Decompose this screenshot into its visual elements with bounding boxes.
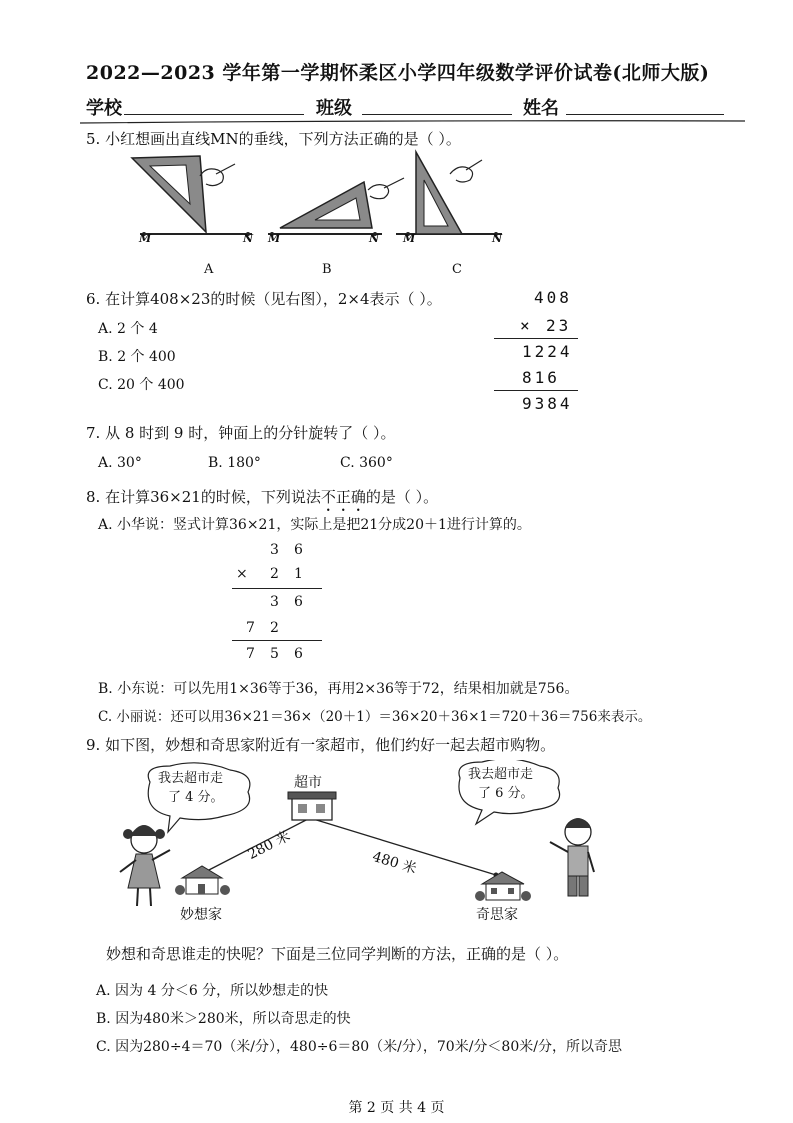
- header-divider: [80, 118, 745, 126]
- q6-calc-top: 408: [534, 288, 572, 307]
- q8-calc-times: ×: [236, 566, 248, 582]
- q9-option-c[interactable]: C. 因为280÷4＝70（米/分），480÷6＝80（米/分），70米/分＜80米/分，所以奇思: [96, 1039, 622, 1055]
- q5-c-point-n: N: [492, 232, 503, 245]
- q6-option-c[interactable]: C. 20 个 400: [98, 377, 185, 393]
- school-field[interactable]: [124, 114, 304, 115]
- q6-option-a[interactable]: A. 2 个 4: [98, 321, 158, 337]
- hand-icon: [450, 167, 473, 182]
- distance-left-label: 280 米: [245, 828, 293, 863]
- q5-label-a: A: [204, 262, 214, 277]
- q9-text: 9. 如下图，妙想和奇思家附近有一家超市，他们约好一起去超市购物。: [86, 736, 556, 754]
- q5-text: 5. 小红想画出直线MN的垂线，下列方法正确的是（ ）。: [86, 130, 461, 148]
- girl-icon: [120, 825, 170, 906]
- q5-label-b: B: [322, 262, 332, 277]
- q8-calc-r2-d2: 1: [294, 566, 303, 582]
- q5-figures: [120, 148, 520, 253]
- exam-title: 2022—2023 学年第一学期怀柔区小学四年级数学评价试卷(北师大版): [86, 62, 710, 84]
- q8-calc-r1-d1: 3: [270, 542, 279, 558]
- q5-figure-c: [396, 152, 502, 236]
- page-number: 第 2 页 共 4 页: [348, 1100, 445, 1116]
- q7-text: 7. 从 8 时到 9 时，钟面上的分针旋转了（ ）。: [86, 424, 396, 442]
- q5-c-point-m: M: [403, 232, 416, 245]
- q8-option-b[interactable]: B. 小东说：可以先用1×36等于36，再用2×36等于72，结果相加就是756。: [98, 681, 579, 697]
- q6-calc-rule-1: [494, 338, 578, 339]
- bubble-left-line-1: 我去超市走: [158, 771, 224, 786]
- bubble-left-line-2: 了 4 分。: [168, 790, 224, 805]
- q8-calc-r5-d1: 7: [246, 646, 255, 662]
- q7-option-b[interactable]: B. 180°: [208, 455, 261, 471]
- q6-calc-multiplier: 23: [546, 316, 572, 335]
- bubble-right-line-2: 了 6 分。: [478, 786, 534, 801]
- q5-label-c: C: [452, 262, 462, 277]
- supermarket-label: 超市: [294, 775, 322, 791]
- house-right-icon: [475, 872, 531, 901]
- q9-question: 妙想和奇思谁走的快呢？下面是三位同学判断的方法，正确的是（ ）。: [106, 945, 569, 963]
- home-left-label: 妙想家: [180, 907, 222, 923]
- bubble-right-line-1: 我去超市走: [468, 767, 534, 782]
- name-field[interactable]: [566, 114, 724, 115]
- class-label: 班级: [316, 98, 352, 119]
- school-label: 学校: [86, 98, 122, 119]
- q6-option-b[interactable]: B. 2 个 400: [98, 349, 176, 365]
- q8-calc-r3-d2: 6: [294, 594, 303, 610]
- q8-option-c[interactable]: C. 小丽说：还可以用36×21＝36×（20＋1）＝36×20＋36×1＝720＋36＝756来表示。: [98, 709, 652, 725]
- home-right-label: 奇思家: [476, 907, 518, 923]
- q6-calc-result: 9384: [522, 394, 573, 413]
- q6-text: 6. 在计算408×23的时候（见右图），2×4表示（ ）。: [86, 290, 442, 308]
- q5-a-point-n: N: [243, 232, 254, 245]
- q8-calc-r5-d2: 5: [270, 646, 279, 662]
- q6-calc-partial-2: 816: [522, 368, 560, 387]
- house-left-icon: [175, 866, 230, 895]
- q8-calc-r4-d1: 7: [246, 620, 255, 636]
- q6-calc-partial-1: 1224: [522, 342, 573, 361]
- q5-b-point-n: N: [369, 232, 380, 245]
- q8-text-after: 的是（ ）。: [365, 488, 439, 506]
- class-field[interactable]: [362, 114, 512, 115]
- q8-calc-rule-2: [232, 640, 322, 641]
- boy-icon: [550, 818, 594, 896]
- q8-calc-r1-d2: 6: [294, 542, 303, 558]
- name-label: 姓名: [523, 98, 559, 119]
- q9-option-b[interactable]: B. 因为480米＞280米，所以奇思走的快: [96, 1011, 351, 1027]
- q7-option-a[interactable]: A. 30°: [98, 455, 142, 471]
- q8-calc-r3-d1: 3: [270, 594, 279, 610]
- q8-calc-r4-d2: 2: [270, 620, 279, 636]
- q5-b-point-m: M: [268, 232, 281, 245]
- q6-calc-times: ×: [520, 316, 530, 335]
- q8-text-emphasis: 不正确: [320, 488, 366, 506]
- q6-calc-rule-2: [494, 390, 578, 391]
- q8-option-a[interactable]: A. 小华说：竖式计算36×21，实际上是把21分成20＋1进行计算的。: [98, 517, 531, 533]
- q7-option-c[interactable]: C. 360°: [340, 455, 393, 471]
- q8-text-before: 8. 在计算36×21的时候，下列说法: [86, 488, 321, 506]
- q5-a-point-m: M: [139, 232, 152, 245]
- supermarket-icon: [288, 792, 336, 820]
- q8-calc-r2-d1: 2: [270, 566, 279, 582]
- q8-calc-rule-1: [232, 588, 322, 589]
- q9-option-a[interactable]: A. 因为 4 分＜6 分，所以妙想走的快: [96, 983, 329, 999]
- q8-text: [86, 486, 438, 515]
- q5-figure-a: [132, 156, 252, 236]
- q8-calc-r5-d3: 6: [294, 646, 303, 662]
- q5-figure-b: [268, 178, 404, 236]
- distance-right-label: 480 米: [370, 848, 419, 878]
